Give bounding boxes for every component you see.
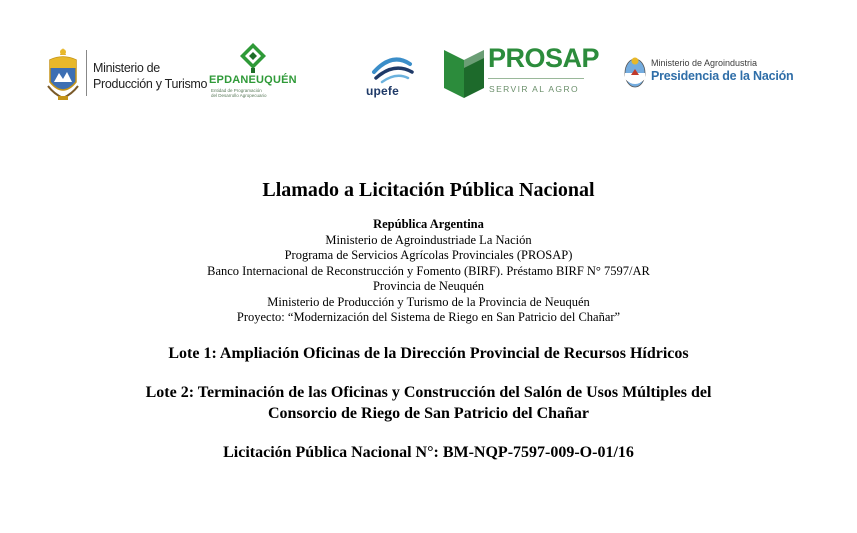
neuquen-crest-icon <box>46 46 80 102</box>
prosap-tagline: SERVIR AL AGRO <box>489 84 579 94</box>
info-line: Ministerio de Agroindustriade La Nación <box>325 232 532 247</box>
epda-logo-name: EPDANEUQUÉN <box>209 74 297 86</box>
prosap-book-icon <box>444 46 484 98</box>
document-title: Llamado a Licitación Pública Nacional <box>262 179 595 201</box>
country-line: República Argentina <box>373 217 484 231</box>
epda-diamond-icon <box>240 43 266 73</box>
logo-bar <box>0 38 857 110</box>
document-body <box>0 178 857 463</box>
info-line: Proyecto: “Modernización del Sistema de Riego en San Patricio del Chañar” <box>236 310 621 324</box>
epda-neuquen-logo <box>206 38 302 110</box>
epda-subtitle-line2: del Desarrollo Agropecuario <box>211 93 267 98</box>
issuer-info <box>0 217 857 326</box>
info-line: Programa de Servicios Agrícolas Provinciales (PROSAP) <box>284 248 573 262</box>
licitacion-number: Licitación Pública Nacional N°: BM-NQP-7597-009-O-01/16 <box>223 443 634 461</box>
upefe-globe-icon <box>368 50 416 84</box>
lote-2-line1: Lote 2: Terminación de las Oficinas y Construcción del Salón de Usos Múltiples del <box>145 383 712 401</box>
lote-2-line2: Consorcio de Riego de San Patricio del Chañar <box>267 404 590 422</box>
ministerio-produccion-turismo-logo <box>46 38 208 110</box>
mpt-logo-line1: Ministerio de <box>93 61 160 75</box>
argentina-seal-icon <box>624 55 646 89</box>
mpt-logo-line2: Producción y Turismo <box>93 77 208 91</box>
logo-divider <box>86 50 87 96</box>
agroindustria-logo-line1: Ministerio de Agroindustria <box>651 58 758 68</box>
lote-2-heading <box>0 382 857 424</box>
info-line: Ministerio de Producción y Turismo de la Provincia de Neuquén <box>267 294 590 309</box>
prosap-rule <box>488 78 584 79</box>
mpt-logo-text <box>93 60 207 92</box>
ministerio-agroindustria-logo <box>624 38 804 110</box>
info-line: Provincia de Neuquén <box>372 279 485 293</box>
upefe-logo <box>362 38 422 110</box>
info-line: Banco Internacional de Reconstrucción y Fomento (BIRF). Préstamo BIRF N° 7597/AR <box>207 263 650 278</box>
upefe-logo-name: upefe <box>366 84 400 98</box>
lote-1-heading: Lote 1: Ampliación Oficinas de la Dirección Provincial de Recursos Hídricos <box>168 344 689 362</box>
prosap-logo <box>444 38 600 110</box>
prosap-logo-name: PROSAP <box>488 43 600 73</box>
epda-subtitle-line1: Entidad de Programación <box>211 88 262 93</box>
epda-logo-subtitle <box>211 88 303 98</box>
agroindustria-logo-line2: Presidencia de la Nación <box>651 69 794 83</box>
